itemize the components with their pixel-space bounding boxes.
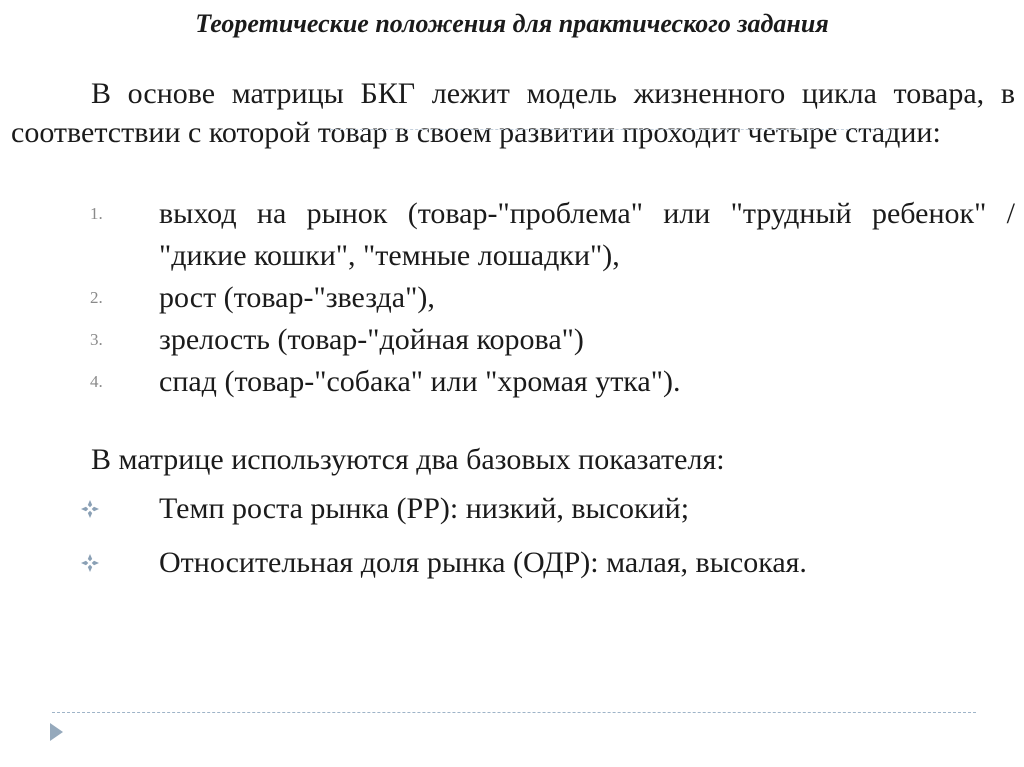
indicator-text: Относительная доля рынка (ОДР): малая, высокая. xyxy=(159,546,807,579)
stage-number: 3. xyxy=(90,330,103,349)
stage-number: 1. xyxy=(90,204,103,223)
triangle-right-icon[interactable] xyxy=(50,723,63,741)
indicators-list xyxy=(0,489,1024,597)
indicator-item xyxy=(0,543,1024,597)
stages-list xyxy=(0,193,1024,403)
diamond-four-petal-icon xyxy=(80,499,100,519)
intro-paragraph: В основе матрицы БКГ лежит модель жизненного цикла товара, в соответствии с которой товар в своем развитии проходит четыре стадии: xyxy=(11,77,1015,149)
footer-divider xyxy=(52,712,976,713)
stage-text: зрелость (товар-"дойная корова") xyxy=(159,323,584,356)
stage-text: выход на рынок (товар-"проблема" или "трудный ребенок" / "дикие кошки", "темные лошадки"), xyxy=(159,197,1015,272)
stage-item xyxy=(0,361,1024,403)
diamond-four-petal-icon xyxy=(80,553,100,573)
stage-text: рост (товар-"звезда"), xyxy=(159,281,435,314)
faint-divider xyxy=(330,129,894,130)
stage-item xyxy=(0,193,1024,277)
indicators-intro: В матрице используются два базовых показателя: xyxy=(91,443,725,476)
stage-item xyxy=(0,319,1024,361)
stage-number: 4. xyxy=(90,372,103,391)
stage-item xyxy=(0,277,1024,319)
indicator-item xyxy=(0,489,1024,543)
stage-text: спад (товар-"собака" или "хромая утка"). xyxy=(159,365,681,398)
indicator-text: Темп роста рынка (РР): низкий, высокий; xyxy=(159,492,690,525)
slide-title: Теоретические положения для практического задания xyxy=(195,9,829,38)
stage-number: 2. xyxy=(90,288,103,307)
